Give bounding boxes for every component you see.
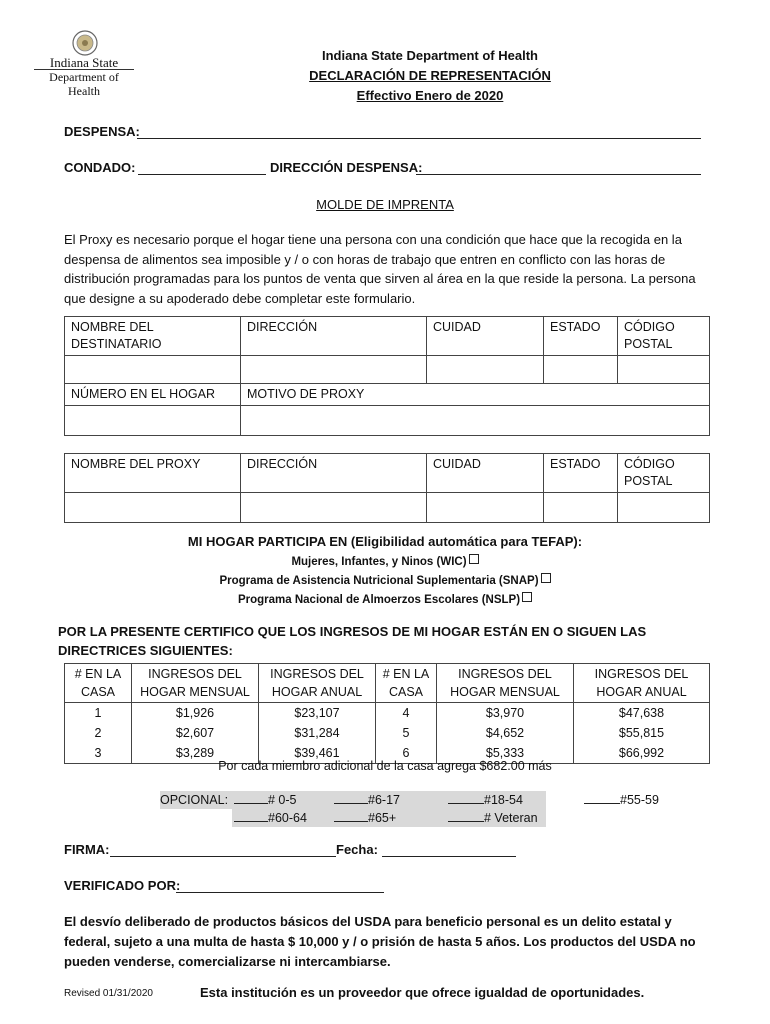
nslp-option[interactable] <box>100 592 670 606</box>
header-org: Indiana State Department of Health <box>322 48 538 63</box>
household-number-cell[interactable] <box>65 406 241 436</box>
income-header-size-2: # EN LA CASA <box>376 664 437 703</box>
recipient-zip-header: CÓDIGO POSTAL <box>618 317 710 356</box>
income-header-annual-1: INGRESOS DEL HOGAR ANUAL <box>259 664 376 703</box>
condado-label: CONDADO: <box>64 160 136 175</box>
firma-label: FIRMA: <box>64 842 110 857</box>
despensa-label: DESPENSA: <box>64 124 140 139</box>
snap-label: Programa de Asistencia Nutricional Suplementaria (SNAP) <box>219 575 539 587</box>
income-cell: $4,652 <box>437 723 574 743</box>
snap-checkbox[interactable] <box>541 573 551 583</box>
fecha-label: Fecha: <box>336 842 378 857</box>
income-header-monthly-2: INGRESOS DEL HOGAR MENSUAL <box>437 664 574 703</box>
logo-line-1: Indiana State <box>49 55 119 70</box>
income-cell: 5 <box>376 723 437 743</box>
income-header-annual-2: INGRESOS DEL HOGAR ANUAL <box>574 664 710 703</box>
recipient-city-cell[interactable] <box>427 356 544 384</box>
income-cell: $3,289 <box>132 743 259 764</box>
income-cell: $3,970 <box>437 703 574 724</box>
recipient-name-cell[interactable] <box>65 356 241 384</box>
equal-opportunity-statement: Esta institución es un proveedor que ofrece igualdad de oportunidades. <box>200 985 645 1000</box>
recipient-city-header: CUIDAD <box>427 317 544 356</box>
income-header-monthly-1: INGRESOS DEL HOGAR MENSUAL <box>132 664 259 703</box>
despensa-field[interactable] <box>137 138 701 139</box>
household-number-header: NÚMERO EN EL HOGAR <box>65 384 241 406</box>
income-cell: $5,333 <box>437 743 574 764</box>
header-effective: Effectivo Enero de 2020 <box>356 88 504 103</box>
optional-label: OPCIONAL: <box>160 791 232 809</box>
recipient-state-cell[interactable] <box>544 356 618 384</box>
recipient-address-cell[interactable] <box>241 356 427 384</box>
direccion-despensa-label: DIRECCIÓN DESPENSA: <box>270 160 423 175</box>
header-title: DECLARACIÓN DE REPRESENTACIÓN <box>309 68 551 83</box>
verificado-field[interactable] <box>176 892 384 893</box>
optional-age-0-5[interactable]: # 0-5 <box>234 791 297 809</box>
income-header-size-1: # EN LA CASA <box>65 664 132 703</box>
molde-heading: MOLDE DE IMPRENTA <box>316 197 454 212</box>
recipient-address-header: DIRECCIÓN <box>241 317 427 356</box>
income-cell: 3 <box>65 743 132 764</box>
income-cell: $31,284 <box>259 723 376 743</box>
intro-paragraph: El Proxy es necesario porque el hogar tiene una persona con una condición que hace que la recogida en la despensa de alimentos sea imposible y / o con horas de trabajo que entren en conflicto con las horas de distribución programadas para los puntos de venta que sirven al área en la que reside la persona. La persona que designe a su apoderado debe completar este formulario. <box>64 232 696 306</box>
optional-age-60-64[interactable]: #60-64 <box>234 809 307 827</box>
recipient-table <box>64 316 710 436</box>
income-cell: $47,638 <box>574 703 710 724</box>
logo-line-2: Department of Health <box>34 69 134 98</box>
proxy-address-header: DIRECCIÓN <box>241 454 427 493</box>
income-table <box>64 663 710 764</box>
wic-label: Mujeres, Infantes, y Ninos (WIC) <box>291 556 467 568</box>
isdh-logo <box>34 30 144 98</box>
proxy-city-header: CUIDAD <box>427 454 544 493</box>
condado-field[interactable] <box>138 174 266 175</box>
income-cell: $2,607 <box>132 723 259 743</box>
table-row <box>65 723 710 743</box>
income-cell: $39,461 <box>259 743 376 764</box>
optional-age-65[interactable]: #65+ <box>334 809 396 827</box>
nslp-label: Programa Nacional de Almoerzos Escolares (NSLP) <box>237 594 521 606</box>
recipient-state-header: ESTADO <box>544 317 618 356</box>
proxy-city-cell[interactable] <box>427 493 544 523</box>
income-cell: $55,815 <box>574 723 710 743</box>
proxy-state-cell[interactable] <box>544 493 618 523</box>
direccion-despensa-field[interactable] <box>416 174 701 175</box>
proxy-address-cell[interactable] <box>241 493 427 523</box>
income-cell: $23,107 <box>259 703 376 724</box>
recipient-zip-cell[interactable] <box>618 356 710 384</box>
income-cell: 1 <box>65 703 132 724</box>
table-row <box>65 703 710 724</box>
fecha-field[interactable] <box>382 856 516 857</box>
snap-option[interactable] <box>100 573 670 587</box>
certify-statement: POR LA PRESENTE CERTIFICO QUE LOS INGRESOS DE MI HOGAR ESTÁN EN O SIGUEN LAS DIRECTRICES SIGUIENTES: <box>58 624 647 658</box>
income-cell: $66,992 <box>574 743 710 764</box>
verificado-label: VERIFICADO POR: <box>64 878 181 893</box>
income-cell: 2 <box>65 723 132 743</box>
income-cell: 4 <box>376 703 437 724</box>
nslp-checkbox[interactable] <box>522 592 532 602</box>
firma-field[interactable] <box>110 856 336 857</box>
participation-heading: MI HOGAR PARTICIPA EN (Eligibilidad automática para TEFAP): <box>187 534 583 549</box>
optional-veteran[interactable]: # Veteran <box>448 809 538 827</box>
income-cell: 6 <box>376 743 437 764</box>
proxy-zip-header: CÓDIGO POSTAL <box>618 454 710 493</box>
revised-date: Revised 01/31/2020 <box>64 988 153 999</box>
proxy-table <box>64 453 710 523</box>
proxy-zip-cell[interactable] <box>618 493 710 523</box>
optional-age-18-54[interactable]: #18-54 <box>448 791 523 809</box>
optional-age-55-59[interactable]: #55-59 <box>584 791 659 809</box>
income-cell: $1,926 <box>132 703 259 724</box>
state-seal-icon <box>72 30 98 56</box>
optional-age-6-17[interactable]: #6-17 <box>334 791 400 809</box>
proxy-name-cell[interactable] <box>65 493 241 523</box>
wic-checkbox[interactable] <box>469 554 479 564</box>
recipient-name-header: NOMBRE DEL DESTINATARIO <box>65 317 241 356</box>
proxy-reason-header: MOTIVO DE PROXY <box>241 384 710 406</box>
usda-warning: El desvío deliberado de productos básicos del USDA para beneficio personal es un delito estatal y federal, sujeto a una multa de hasta $ 10,000 y / o prisión de hasta 5 años. Los productos del USDA no pueden venderse, comercializarse ni intercambiarse. <box>64 914 696 969</box>
proxy-reason-cell[interactable] <box>241 406 710 436</box>
proxy-state-header: ESTADO <box>544 454 618 493</box>
income-note: Por cada miembro adicional de la casa agrega $682.00 más <box>218 759 552 773</box>
proxy-name-header: NOMBRE DEL PROXY <box>65 454 241 493</box>
wic-option[interactable] <box>100 554 670 568</box>
